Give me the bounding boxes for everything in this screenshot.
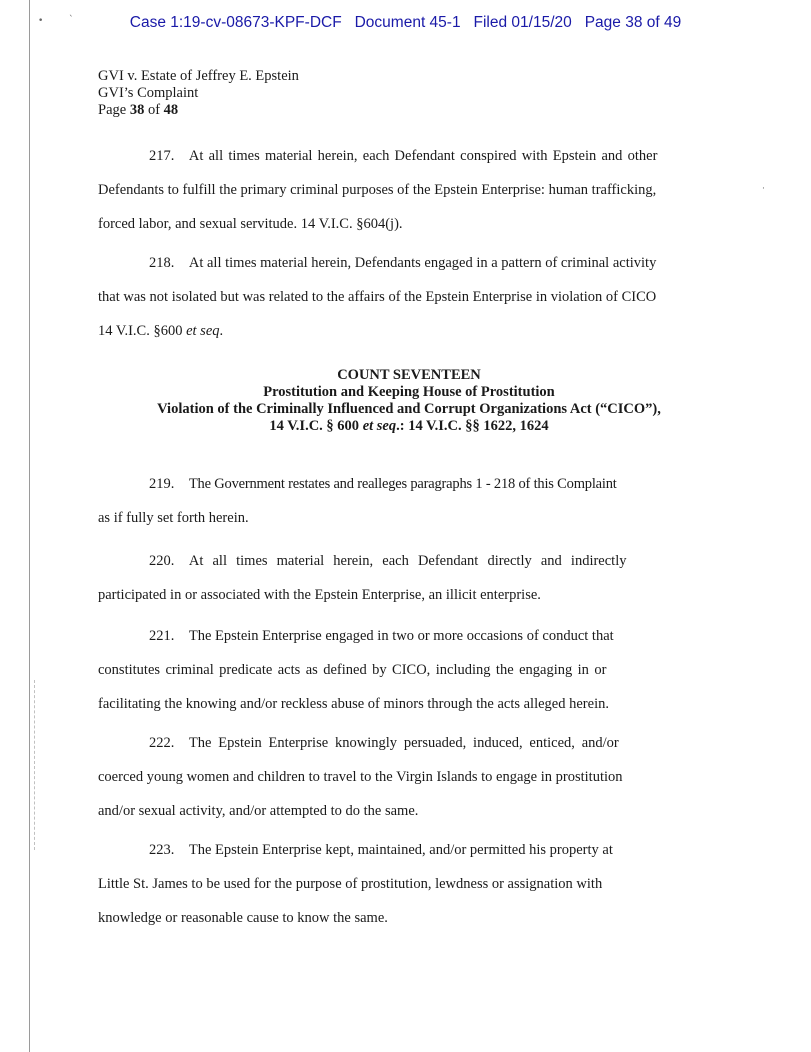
paragraph-text-line: The Epstein Enterprise engaged in two or more occasions of conduct that (188, 628, 614, 644)
paragraph-number: 220. (149, 553, 175, 569)
caption-page-line: Page 38 of 48 (98, 102, 179, 118)
court-filing-header (0, 14, 811, 32)
paragraph-text-line: At all times material herein, Defendants engaged in a pattern of criminal activity (188, 255, 657, 271)
case-number: Case 1:19-cv-08673-KPF-DCF (129, 14, 342, 31)
paragraph-text-line: Defendants to fulfill the primary criminal purposes of the Epstein Enterprise: human trafficking, (98, 182, 657, 198)
paragraph-number: 219. (149, 476, 175, 492)
paragraph-text-line: participated in or associated with the Epstein Enterprise, an illicit enterprise. (98, 587, 541, 603)
scan-tick: ˋ (69, 15, 74, 25)
scan-dot: • (38, 16, 44, 26)
paragraph-text-line: that was not isolated but was related to the affairs of the Epstein Enterprise in violation of CICO (98, 289, 657, 305)
left-scan-edge (29, 0, 30, 1052)
paragraph-text-line: At all times material herein, each Defendant conspired with Epstein and other (188, 148, 658, 164)
filed-date: Filed 01/15/20 (473, 14, 572, 31)
paragraph-text-line: and/or sexual activity, and/or attempted to do the same. (98, 803, 419, 819)
document-number: Document 45-1 (354, 14, 461, 31)
left-scan-edge-faint (34, 680, 35, 850)
paragraph-number: 218. (149, 255, 175, 271)
paragraph-text-line: 14 V.I.C. §600 et seq. (98, 323, 224, 339)
count-subtitle: Prostitution and Keeping House of Prostitution (263, 384, 555, 400)
caption-page-number: 38 (129, 102, 145, 118)
paragraph-text-line: At all times material herein, each Defendant directly and indirectly (188, 553, 627, 569)
caption-page-total: 48 (163, 102, 179, 118)
paragraph-text-line: knowledge or reasonable cause to know the same. (98, 910, 388, 926)
caption-case-title: GVI v. Estate of Jeffrey E. Epstein (98, 68, 299, 84)
document-caption (98, 68, 299, 119)
paragraph-number: 217. (149, 148, 175, 164)
paragraph-text-line: as if fully set forth herein. (98, 510, 249, 526)
paragraph-number: 223. (149, 842, 175, 858)
paragraph-text-line: constitutes criminal predicate acts as defined by CICO, including the engaging in or (98, 662, 607, 678)
paragraph-number: 221. (149, 628, 175, 644)
paragraph-number: 222. (149, 735, 175, 751)
paragraph-text-line: forced labor, and sexual servitude. 14 V.I.C. §604(j). (98, 216, 403, 232)
paragraph-text-line: The Government restates and realleges paragraphs 1 - 218 of this Complaint (188, 476, 617, 492)
scan-speck: · (762, 184, 765, 194)
paragraph-text-line: Little St. James to be used for the purpose of prostitution, lewdness or assignation with (98, 876, 603, 892)
count-title: COUNT SEVENTEEN (337, 367, 481, 383)
paragraph-text-line: facilitating the knowing and/or reckless abuse of minors through the acts alleged herein. (98, 696, 609, 712)
paragraph-text-line: coerced young women and children to travel to the Virgin Islands to engage in prostitution (98, 769, 623, 785)
count-citation-line: 14 V.I.C. § 600 et seq.: 14 V.I.C. §§ 1622, 1624 (269, 418, 549, 434)
count-statute-line: Violation of the Criminally Influenced and Corrupt Organizations Act (“CICO”), (157, 401, 661, 417)
count-heading (98, 367, 720, 435)
paragraph-text-line: The Epstein Enterprise kept, maintained, and/or permitted his property at (188, 842, 613, 858)
paragraph-text-line: The Epstein Enterprise knowingly persuaded, induced, enticed, and/or (188, 735, 619, 751)
page-counter: Page 38 of 49 (584, 14, 682, 31)
caption-document-title: GVI’s Complaint (98, 85, 199, 101)
